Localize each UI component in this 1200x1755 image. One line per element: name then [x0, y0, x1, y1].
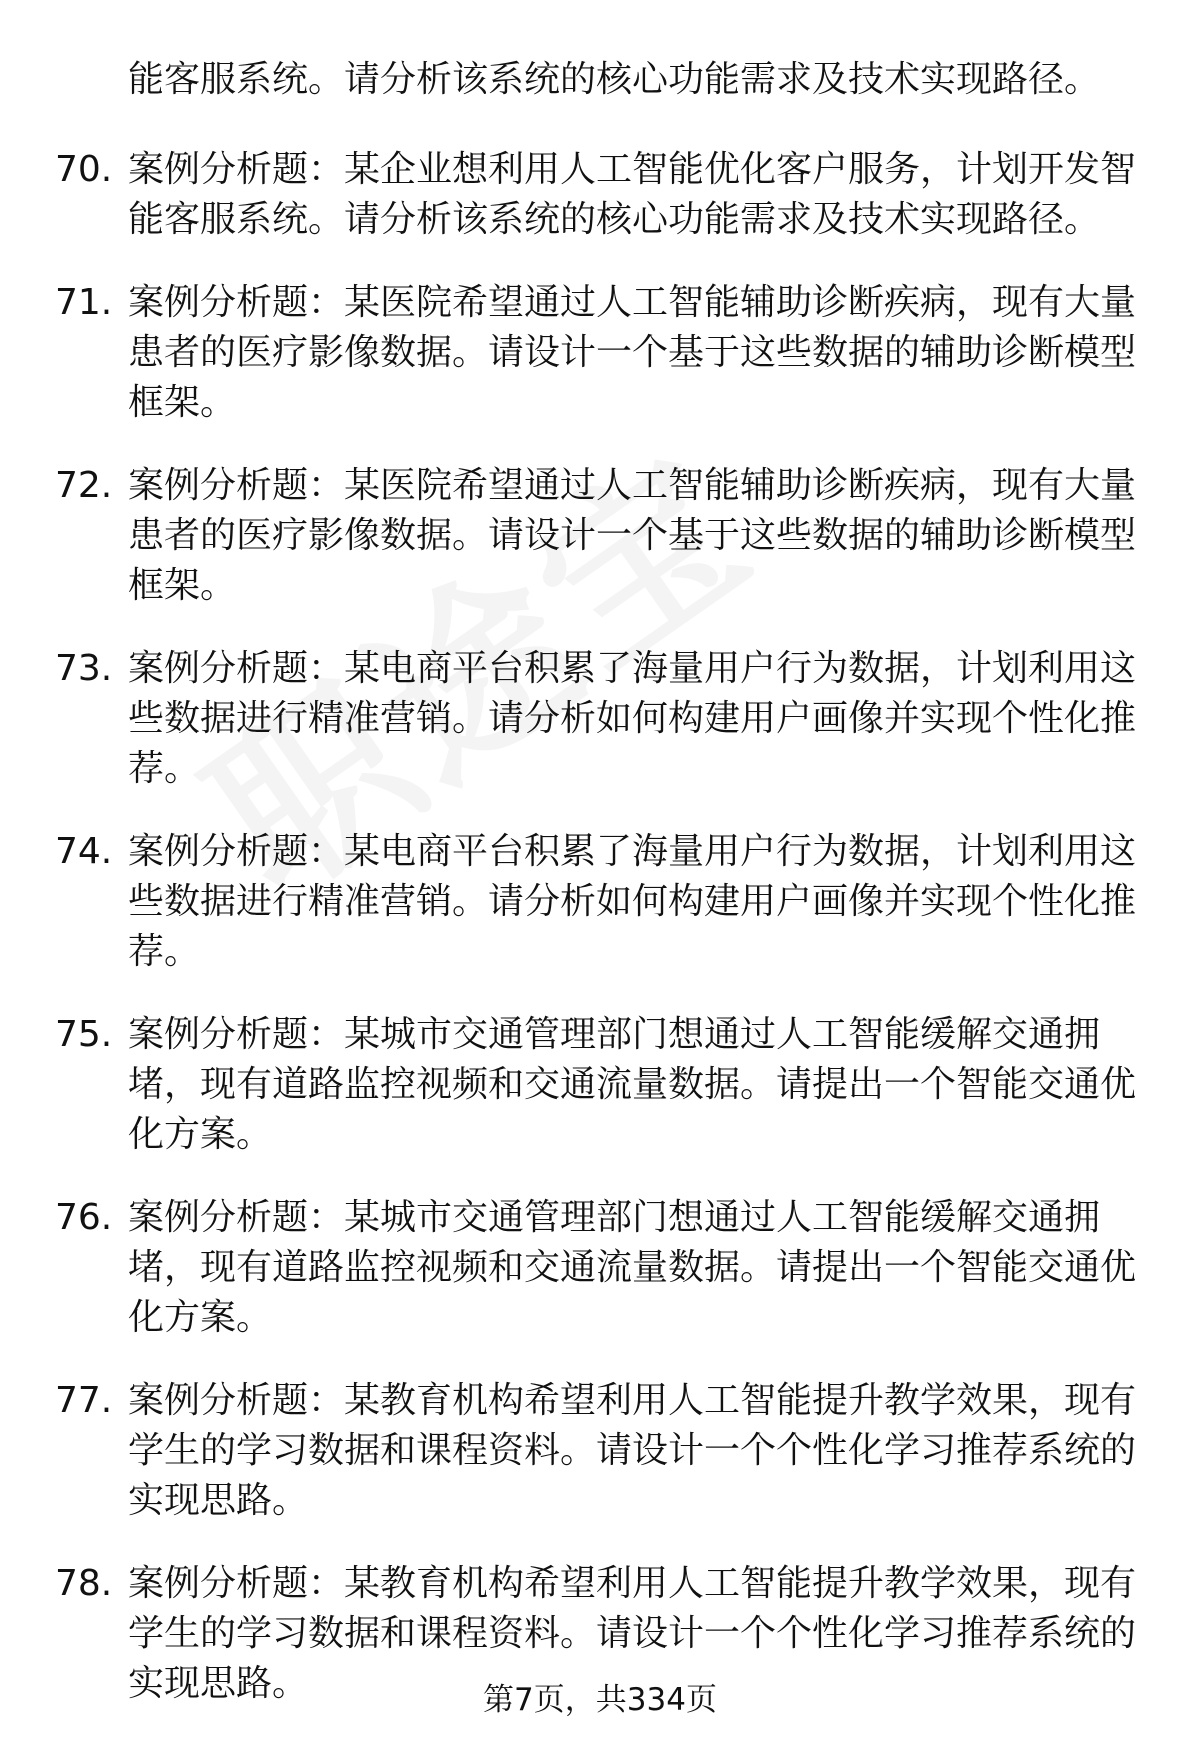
question-number: 70.: [55, 149, 113, 190]
question-text: 案例分析题：某城市交通管理部门想通过人工智能缓解交通拥堵，现有道路监控视频和交通流量数据。请提出一个智能交通优化方案。: [128, 1014, 1137, 1155]
continuation-text: 能客服系统。请分析该系统的核心功能需求及技术实现路径。: [128, 59, 1101, 100]
question-text: 案例分析题：某企业想利用人工智能优化客户服务，计划开发智能客服系统。请分析该系统的核心功能需求及技术实现路径。: [128, 149, 1137, 240]
question-number: 76.: [55, 1197, 113, 1238]
question-number: 75.: [55, 1014, 113, 1055]
question-text: 案例分析题：某电商平台积累了海量用户行为数据，计划利用这些数据进行精准营销。请分析如何构建用户画像并实现个性化推荐。: [128, 831, 1137, 972]
question-item: [55, 1193, 1140, 1343]
question-item: [55, 461, 1140, 611]
question-text: 案例分析题：某教育机构希望利用人工智能提升教学效果，现有学生的学习数据和课程资料。请设计一个个性化学习推荐系统的实现思路。: [128, 1380, 1137, 1521]
question-number: 78.: [55, 1563, 113, 1604]
question-text: 案例分析题：某城市交通管理部门想通过人工智能缓解交通拥堵，现有道路监控视频和交通流量数据。请提出一个智能交通优化方案。: [128, 1197, 1137, 1338]
question-item: [55, 145, 1140, 245]
question-number: 71.: [55, 282, 113, 323]
question-text: 案例分析题：某教育机构希望利用人工智能提升教学效果，现有学生的学习数据和课程资料。请设计一个个性化学习推荐系统的实现思路。: [128, 1563, 1137, 1704]
question-text: 案例分析题：某医院希望通过人工智能辅助诊断疾病，现有大量患者的医疗影像数据。请设计一个基于这些数据的辅助诊断模型框架。: [128, 465, 1137, 606]
question-number: 73.: [55, 648, 113, 689]
question-number: 77.: [55, 1380, 113, 1421]
question-item: [55, 278, 1140, 428]
question-text: 案例分析题：某医院希望通过人工智能辅助诊断疾病，现有大量患者的医疗影像数据。请设计一个基于这些数据的辅助诊断模型框架。: [128, 282, 1137, 423]
question-list: [55, 145, 1140, 1742]
question-number: 72.: [55, 465, 113, 506]
question-number: 74.: [55, 831, 113, 872]
question-item: [55, 827, 1140, 977]
page-footer: 第7页，共334页: [483, 1682, 717, 1718]
question-text: 案例分析题：某电商平台积累了海量用户行为数据，计划利用这些数据进行精准营销。请分析如何构建用户画像并实现个性化推荐。: [128, 648, 1137, 789]
question-item: [55, 1010, 1140, 1160]
question-item: [55, 1376, 1140, 1526]
question-item: [55, 644, 1140, 794]
